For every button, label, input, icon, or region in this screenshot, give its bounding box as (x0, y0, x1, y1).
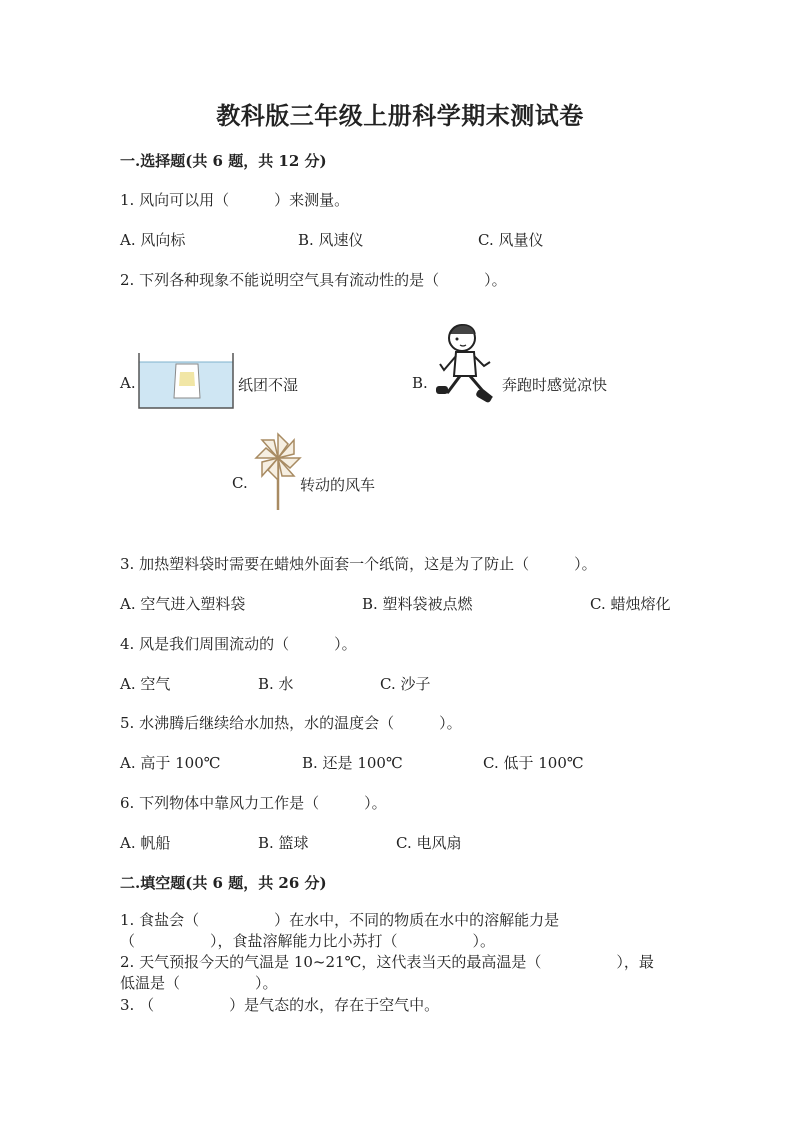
fill-question-2-line-1: 2. 天气预报今天的气温是 10~21℃，这代表当天的最高温是（ ），最 (120, 953, 654, 971)
question-1-option-b: B. 风速仪 (298, 231, 364, 249)
section-heading-choice: 一.选择题(共 6 题，共 12 分) (120, 152, 327, 170)
question-1-option-a: A. 风向标 (120, 231, 186, 249)
question-4-option-b: B. 水 (258, 675, 294, 693)
question-2-option-c-letter: C. (232, 474, 248, 492)
question-4-option-a: A. 空气 (120, 675, 171, 693)
question-2-option-c-caption: 转动的风车 (300, 476, 376, 494)
question-1-option-c: C. 风量仪 (478, 231, 544, 249)
question-2-option-b-letter: B. (412, 374, 428, 392)
water-tank-paper-image (138, 352, 236, 410)
question-5-option-a: A. 高于 100℃ (120, 754, 221, 772)
question-4-text: 4. 风是我们周围流动的（ ）。 (120, 635, 357, 653)
question-2-option-a-caption: 纸团不湿 (238, 376, 299, 394)
question-3-text: 3. 加热塑料袋时需要在蜡烛外面套一个纸筒，这是为了防止（ ）。 (120, 555, 597, 573)
question-6-option-c: C. 电风扇 (396, 834, 462, 852)
question-2-option-a-letter: A. (120, 374, 136, 392)
question-3-option-b: B. 塑料袋被点燃 (362, 595, 473, 613)
question-3-option-a: A. 空气进入塑料袋 (120, 595, 246, 613)
question-5-option-c: C. 低于 100℃ (483, 754, 584, 772)
question-1-text: 1. 风向可以用（ ）来测量。 (120, 191, 350, 209)
section-heading-fill-in: 二.填空题(共 6 题，共 26 分) (120, 874, 327, 892)
fill-question-1-line-2: （ ），食盐溶解能力比小苏打（ ）。 (120, 932, 496, 950)
question-5-option-b: B. 还是 100℃ (302, 754, 403, 772)
fill-question-2-line-2: 低温是（ ）。 (120, 974, 278, 992)
question-5-text: 5. 水沸腾后继续给水加热，水的温度会（ ）。 (120, 714, 462, 732)
fill-question-3-line-1: 3. （ ）是气态的水，存在于空气中。 (120, 996, 440, 1014)
pinwheel-image (252, 430, 304, 512)
question-6-option-b: B. 篮球 (258, 834, 309, 852)
question-2-text: 2. 下列各种现象不能说明空气具有流动性的是（ ）。 (120, 271, 507, 289)
running-boy-image (436, 320, 496, 412)
question-3-option-c: C. 蜡烛熔化 (590, 595, 671, 613)
question-4-option-c: C. 沙子 (380, 675, 431, 693)
question-2-option-b-caption: 奔跑时感觉凉快 (502, 376, 608, 394)
fill-question-1-line-1: 1. 食盐会（ ）在水中，不同的物质在水中的溶解能力是 (120, 911, 560, 929)
question-6-option-a: A. 帆船 (120, 834, 171, 852)
question-6-text: 6. 下列物体中靠风力工作是（ ）。 (120, 794, 387, 812)
page-title: 教科版三年级上册科学期末测试卷 (216, 101, 584, 130)
